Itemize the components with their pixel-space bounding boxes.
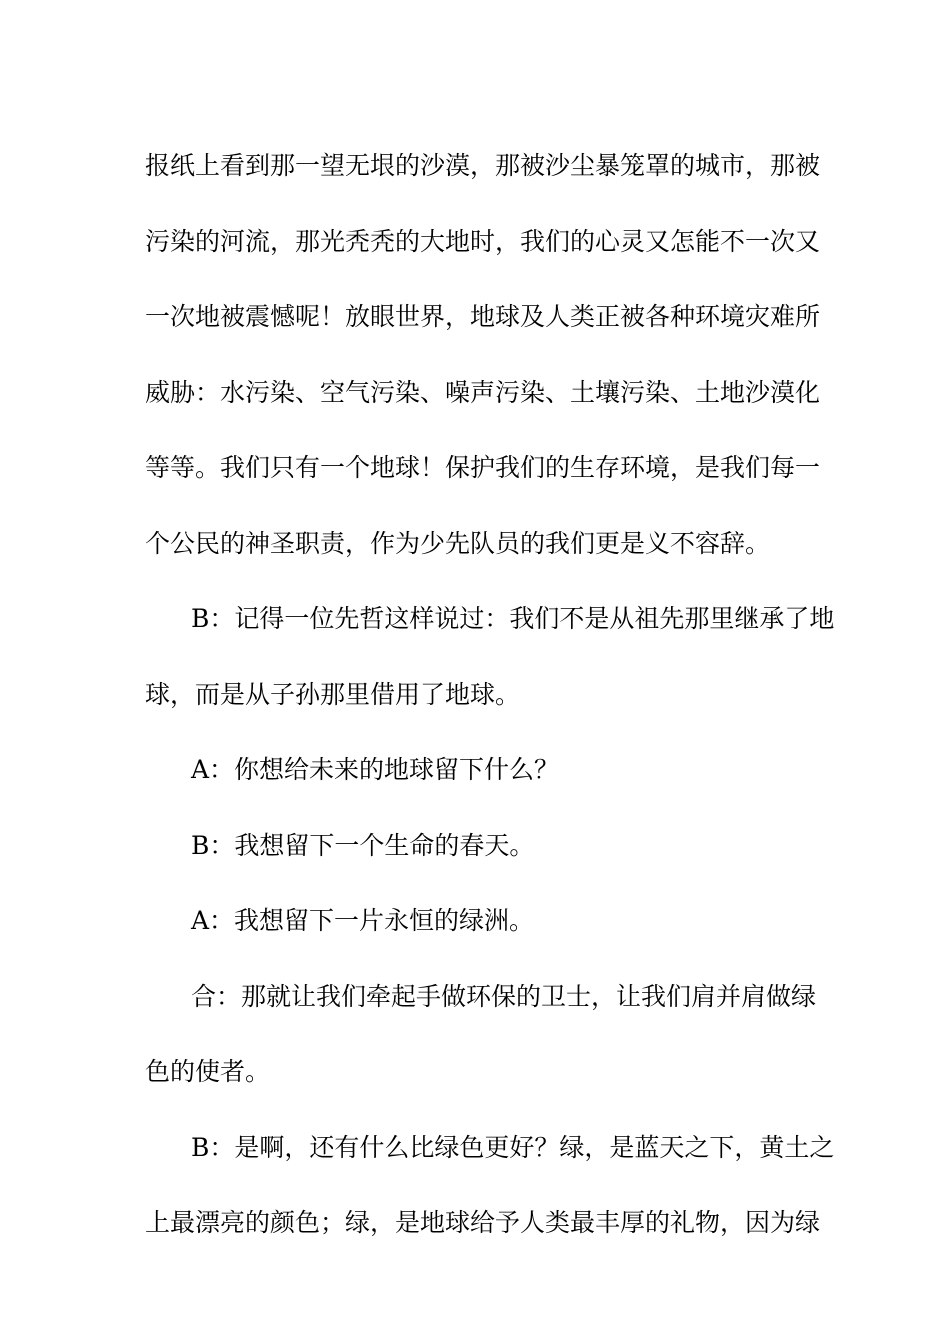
text-line: 报纸上看到那一望无垠的沙漠，那被沙尘暴笼罩的城市，那被 xyxy=(145,151,821,180)
text-line: A：你想给未来的地球留下什么？ xyxy=(191,755,560,784)
text-line: 威胁：水污染、空气污染、噪声污染、土壤污染、土地沙漠化 xyxy=(145,377,821,407)
text-line: 污染的河流，那光秃秃的大地时，我们的心灵又怎能不一次又 xyxy=(145,226,821,256)
text-line: B：记得一位先哲这样说过：我们不是从祖先那里继承了地 xyxy=(191,604,835,633)
text-line: 上最漂亮的颜色；绿，是地球给予人类最丰厚的礼物，因为绿 xyxy=(145,1208,821,1237)
text-line: 等等。我们只有一个地球！保护我们的生存环境，是我们每一 xyxy=(145,453,821,482)
text-line: B：是啊，还有什么比绿色更好？绿，是蓝天之下，黄土之 xyxy=(191,1132,835,1162)
text-line: 一次地被震憾呢！放眼世界，地球及人类正被各种环境灾难所 xyxy=(145,302,821,331)
body-text xyxy=(145,128,835,1261)
text-line: 色的使者。 xyxy=(145,1057,271,1086)
text-line: A：我想留下一片永恒的绿洲。 xyxy=(191,906,535,935)
text-line: 合：那就让我们牵起手做环保的卫士，让我们肩并肩做绿 xyxy=(191,981,817,1011)
text-line: 球，而是从子孙那里借用了地球。 xyxy=(145,679,521,709)
text-line: 个公民的神圣职责，作为少先队员的我们更是义不容辞。 xyxy=(145,528,771,558)
text-line: B：我想留下一个生命的春天。 xyxy=(191,830,535,860)
